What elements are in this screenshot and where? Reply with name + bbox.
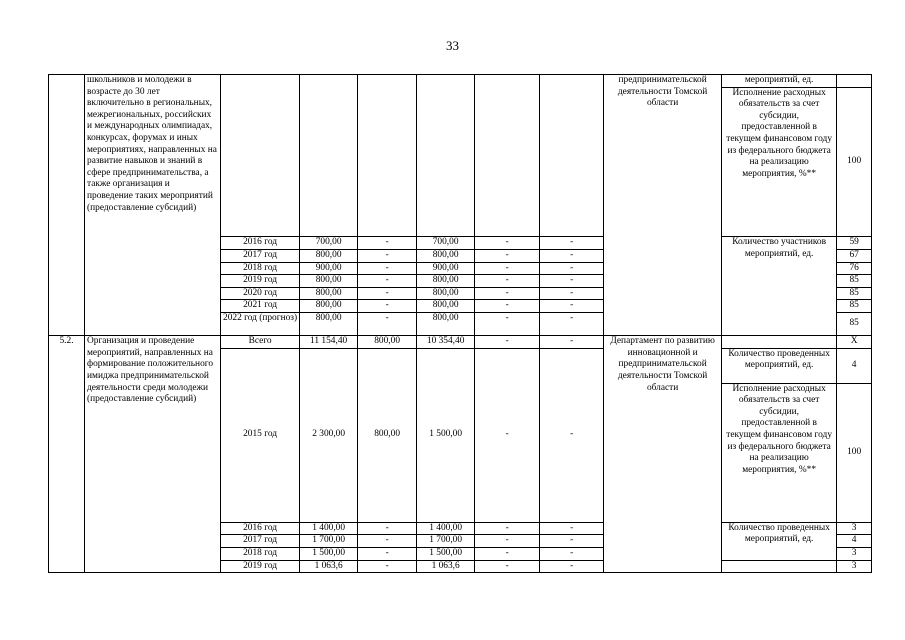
cell-other: - <box>540 535 604 548</box>
cell-year: 2019 год <box>221 275 300 288</box>
cell-total: 800,00 <box>300 275 358 288</box>
indicator-name: мероприятий, ед. <box>722 75 837 88</box>
cell-local: - <box>475 547 540 560</box>
activity-name: школьников и молодежи в возрасте до 30 лет включительно в региональных, межрегиональных, российских и международных олимпиадах, конкурсах, форумах и иных мероприятиях, направленных на развитие навыков и знаний в сфере предпринимательства, а также организация и проведение таких мероприятий (предоставление субсидий) <box>85 75 221 336</box>
cell-year: 2021 год <box>221 300 300 313</box>
cell-federal: - <box>358 262 417 275</box>
indicator-value: 3 <box>837 522 872 535</box>
cell-federal: - <box>358 300 417 313</box>
cell-year: 2016 год <box>221 522 300 535</box>
indicator-value <box>837 75 872 88</box>
cell-total: 800,00 <box>300 287 358 300</box>
cell-year: 2022 год (прогноз) <box>221 312 300 335</box>
cell-other: - <box>540 312 604 335</box>
indicator-value: 85 <box>837 287 872 300</box>
cell-year: Всего <box>221 336 300 349</box>
cell-local: - <box>475 336 540 349</box>
indicator-value: 76 <box>837 262 872 275</box>
cell-other: - <box>540 348 604 522</box>
item-number: 5.2. <box>49 336 85 573</box>
cell-other: - <box>540 287 604 300</box>
finance-cell-empty <box>300 75 358 237</box>
cell-other: - <box>540 262 604 275</box>
cell-regional: 1 400,00 <box>417 522 475 535</box>
indicator-exec: Исполнение расходных обязательств за счет субсидии, предоставленной в текущем финансовом году из федерального бюджета на реализацию мероприятия, %** <box>722 87 837 237</box>
executor: Департамент по развитию инновационной и предпринимательской деятельности Томской области <box>604 336 722 573</box>
cell-other: - <box>540 547 604 560</box>
indicator-value: 100 <box>837 87 872 237</box>
cell-other: - <box>540 275 604 288</box>
finance-cell-empty <box>540 75 604 237</box>
indicator-value: 85 <box>837 275 872 288</box>
cell-other: - <box>540 237 604 250</box>
indicator-empty <box>722 336 837 349</box>
cell-year: 2018 год <box>221 262 300 275</box>
cell-local: - <box>475 312 540 335</box>
cell-local: - <box>475 300 540 313</box>
indicator-exec: Исполнение расходных обязательств за счет субсидии, предоставленной в текущем финансовом году из федерального бюджета на реализацию мероприятия, %** <box>722 383 837 522</box>
cell-local: - <box>475 275 540 288</box>
indicator-value: 4 <box>837 535 872 548</box>
indicator-value: X <box>837 336 872 349</box>
indicator-value: 85 <box>837 312 872 335</box>
cell-total: 2 300,00 <box>300 348 358 522</box>
cell-local: - <box>475 249 540 262</box>
cell-regional: 1 063,6 <box>417 560 475 573</box>
finance-cell-empty <box>475 75 540 237</box>
indicator-value: 67 <box>837 249 872 262</box>
cell-other: - <box>540 336 604 349</box>
cell-year: 2016 год <box>221 237 300 250</box>
cell-regional: 900,00 <box>417 262 475 275</box>
cell-year: 2017 год <box>221 535 300 548</box>
cell-federal: 800,00 <box>358 348 417 522</box>
cell-regional: 1 500,00 <box>417 547 475 560</box>
cell-regional: 800,00 <box>417 249 475 262</box>
table-row <box>49 336 872 349</box>
indicator-count: Количество участников мероприятий, ед. <box>722 237 837 336</box>
cell-federal: - <box>358 535 417 548</box>
indicator-empty <box>722 560 837 573</box>
cell-total: 1 063,6 <box>300 560 358 573</box>
cell-total: 800,00 <box>300 312 358 335</box>
cell-federal: 800,00 <box>358 336 417 349</box>
cell-federal: - <box>358 522 417 535</box>
cell-other: - <box>540 300 604 313</box>
cell-year: 2020 год <box>221 287 300 300</box>
finance-cell-empty <box>358 75 417 237</box>
cell-regional: 1 700,00 <box>417 535 475 548</box>
cell-regional: 800,00 <box>417 287 475 300</box>
cell-regional: 700,00 <box>417 237 475 250</box>
year-cell-empty <box>221 75 300 237</box>
activity-name: Организация и проведение мероприятий, направленных на формирование положительного имиджа предпринимательской деятельности среди молодежи (предоставление субсидий) <box>85 336 221 573</box>
cell-federal: - <box>358 312 417 335</box>
cell-local: - <box>475 522 540 535</box>
cell-year: 2019 год <box>221 560 300 573</box>
cell-total: 1 500,00 <box>300 547 358 560</box>
cell-regional: 10 354,40 <box>417 336 475 349</box>
cell-year: 2017 год <box>221 249 300 262</box>
table-row <box>49 75 872 88</box>
indicator-value: 85 <box>837 300 872 313</box>
cell-local: - <box>475 560 540 573</box>
indicator-value: 4 <box>837 348 872 383</box>
cell-other: - <box>540 560 604 573</box>
indicator-events: Количество проведенных мероприятий, ед. <box>722 522 837 560</box>
cell-other: - <box>540 249 604 262</box>
cell-local: - <box>475 348 540 522</box>
cell-federal: - <box>358 547 417 560</box>
cell-other: - <box>540 522 604 535</box>
year-cell: 2015 год <box>221 348 300 522</box>
cell-regional: 800,00 <box>417 312 475 335</box>
cell-total: 11 154,40 <box>300 336 358 349</box>
indicator-value: 100 <box>837 383 872 522</box>
cell-total: 700,00 <box>300 237 358 250</box>
cell-local: - <box>475 262 540 275</box>
indicator-value: 3 <box>837 547 872 560</box>
cell-year: 2018 год <box>221 547 300 560</box>
cell-federal: - <box>358 249 417 262</box>
program-table <box>48 74 872 573</box>
indicator-events: Количество проведенных мероприятий, ед. <box>722 348 837 383</box>
page-number: 33 <box>446 38 459 53</box>
cell-total: 1 400,00 <box>300 522 358 535</box>
cell-regional: 800,00 <box>417 300 475 313</box>
cell-local: - <box>475 535 540 548</box>
cell-federal: - <box>358 560 417 573</box>
cell-federal: - <box>358 275 417 288</box>
cell-total: 900,00 <box>300 262 358 275</box>
cell-federal: - <box>358 287 417 300</box>
cell-regional: 800,00 <box>417 275 475 288</box>
cell-total: 800,00 <box>300 249 358 262</box>
cell-total: 1 700,00 <box>300 535 358 548</box>
indicator-value: 59 <box>837 237 872 250</box>
cell-regional: 1 500,00 <box>417 348 475 522</box>
cell-federal: - <box>358 237 417 250</box>
cell-local: - <box>475 237 540 250</box>
executor: предпринимательской деятельности Томской области <box>604 75 722 336</box>
item-number <box>49 75 85 336</box>
cell-local: - <box>475 287 540 300</box>
indicator-value: 3 <box>837 560 872 573</box>
cell-total: 800,00 <box>300 300 358 313</box>
finance-cell-empty <box>417 75 475 237</box>
